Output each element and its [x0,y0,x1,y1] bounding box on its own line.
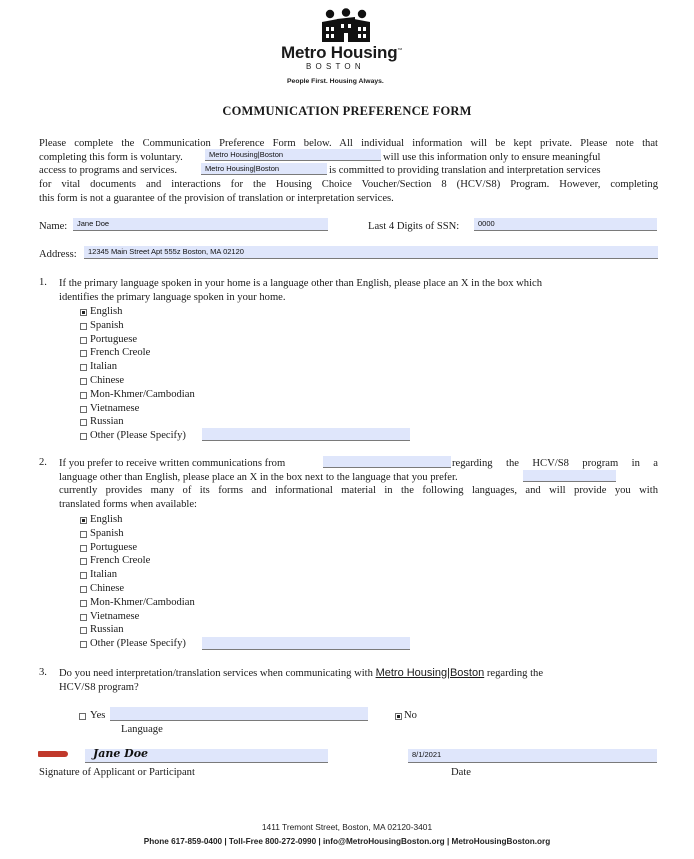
q2-other-input[interactable] [202,637,410,650]
q1-option-label-0: English [90,306,123,317]
q2-option-checkbox-0[interactable] [80,517,87,524]
q2-line-1b: regarding the HCV/S8 program in a [452,458,658,469]
q3-yes-label: Yes [90,710,106,721]
q3-yes-checkbox[interactable] [79,713,86,720]
signature-value: Jane Doe [93,749,149,760]
intro-line-2b: will use this information only to ensure meaningful [383,151,601,163]
q2-option-checkbox-6[interactable] [80,600,87,607]
form-title: COMMUNICATION PREFERENCE FORM [222,104,472,118]
q3-no-label: No [404,710,417,721]
ssn-label: Last 4 Digits of SSN: [368,221,460,232]
intro-paragraph [39,137,658,205]
q1-option-label-1: Spanish [90,319,124,331]
q2-option-label-1: Spanish [90,527,124,539]
address-input[interactable]: 12345 Main Street Apt 555z Boston, MA 02120 [84,246,658,259]
q2-option-label-8: Russian [90,624,124,636]
q3-line-1b: regarding the [486,668,544,679]
signature-label: Signature of Applicant or Participant [39,767,195,778]
q3-language-input[interactable] [110,707,368,721]
q3-line-2: HCV/S8 program? [59,681,139,693]
q1-option-checkbox-3[interactable] [80,350,87,357]
org-name-field-1[interactable]: Metro Housing|Boston [205,149,381,161]
q1-option-checkbox-9[interactable] [80,433,87,440]
q1-number: 1. [39,277,47,288]
q2-option-label-3: French Creole [90,555,151,567]
q2-line-1a: If you prefer to receive written communications from [59,458,286,469]
q2-option-label-5: Chinese [90,583,125,594]
q1-other-input[interactable] [202,428,410,441]
q2-option-checkbox-3[interactable] [80,558,87,565]
q1-option-label-8: Russian [90,416,124,428]
q2-org-field-a[interactable] [323,456,451,468]
footer-address: 1411 Tremont Street, Boston, MA 02120-3401 [261,822,433,832]
q1-option-checkbox-1[interactable] [80,323,87,330]
intro-line-5: this form is not a guarantee of the provision of translation or interpretation services. [39,192,394,204]
q2-option-checkbox-4[interactable] [80,572,87,579]
logo [0,0,694,92]
q1-option-label-5: Chinese [90,375,125,386]
q1-line-1: If the primary language spoken in your home is a language other than English, please place an X in the box which [59,278,543,289]
q2-option-checkbox-1[interactable] [80,531,87,538]
q2-line-3: currently provides many of its forms and informational material in the following languages, and will provide you with [59,485,658,497]
sign-here-tag [38,751,68,757]
q1-option-label-7: Vietnamese [90,402,140,414]
intro-line-3b: is committed to providing translation and interpretation services [329,165,601,177]
q2-option-label-9: Other (Please Specify) [90,638,186,650]
q1-option-label-2: Portuguese [90,333,138,345]
q3-line-1a: Do you need interpretation/translation services when communicating with [59,668,373,679]
date-label: Date [451,767,471,778]
q2-option-label-4: Italian [90,569,118,581]
tagline: People First. Housing Always. [287,78,384,85]
q2-option-label-6: Mon-Khmer/Cambodian [90,596,195,608]
name-input[interactable]: Jane Doe [73,218,328,231]
q3-line-1 [59,667,658,681]
q2-option-checkbox-9[interactable] [80,641,87,648]
q1-line-2: identifies the primary language spoken in your home. [59,291,286,303]
q1-option-checkbox-5[interactable] [80,378,87,385]
q2-option-checkbox-2[interactable] [80,545,87,552]
ssn-input[interactable]: 0000 [474,218,657,231]
q3-language-label: Language [121,724,163,735]
q1-text [59,277,658,304]
intro-line-1: Please complete the Communication Preference Form below. All individual information will be kept private. Please note that [39,138,658,149]
q2-line-4: translated forms when available: [59,499,197,511]
q2-option-label-0: English [90,514,123,525]
org-sub: BOSTON [306,62,365,71]
q2-option-label-2: Portuguese [90,541,138,553]
q3-text [59,667,658,694]
name-label: Name: [39,221,68,232]
q2-option-checkbox-7[interactable] [80,614,87,621]
signature-field[interactable] [85,749,328,763]
metro-housing-logo-icon [320,8,372,44]
q1-option-checkbox-4[interactable] [80,364,87,371]
q3-number: 3. [39,667,47,678]
q2-number: 2. [39,457,47,468]
date-input[interactable]: 8/1/2021 [408,749,657,763]
q3-no-checkbox[interactable] [395,713,402,720]
q3-org-name: Metro Housing|Boston [375,667,485,679]
intro-line-2a: completing this form is voluntary. [39,151,183,163]
intro-line-3a: access to programs and services. [39,165,177,177]
q2-option-label-7: Vietnamese [90,610,140,622]
q1-option-label-3: French Creole [90,347,151,359]
q1-option-label-9: Other (Please Specify) [90,430,186,442]
org-name-field-2[interactable]: Metro Housing|Boston [201,163,327,175]
q1-option-checkbox-6[interactable] [80,392,87,399]
org-name: Metro Housing™ [281,43,403,62]
q1-option-checkbox-7[interactable] [80,406,87,413]
footer-contact: Phone 617-859-0400 | Toll-Free 800-272-0990 | info@MetroHousingBoston.org | MetroHousingBoston.org [143,837,551,846]
q1-option-checkbox-0[interactable] [80,309,87,316]
q1-option-checkbox-2[interactable] [80,337,87,344]
q2-line-2: language other than English, please place an X in the box next to the language that you prefer. [59,471,458,483]
intro-line-3 [39,164,658,178]
intro-line-4: for vital documents and interactions for the Housing Choice Voucher/Section 8 (HCV/S8) Program. However, completing [39,179,658,191]
q2-option-checkbox-5[interactable] [80,586,87,593]
q1-option-label-4: Italian [90,361,118,373]
q2-option-checkbox-8[interactable] [80,627,87,634]
address-label: Address: [39,249,77,260]
q1-option-checkbox-8[interactable] [80,419,87,426]
q2-org-field-b[interactable] [523,470,616,482]
q1-option-label-6: Mon-Khmer/Cambodian [90,388,195,400]
